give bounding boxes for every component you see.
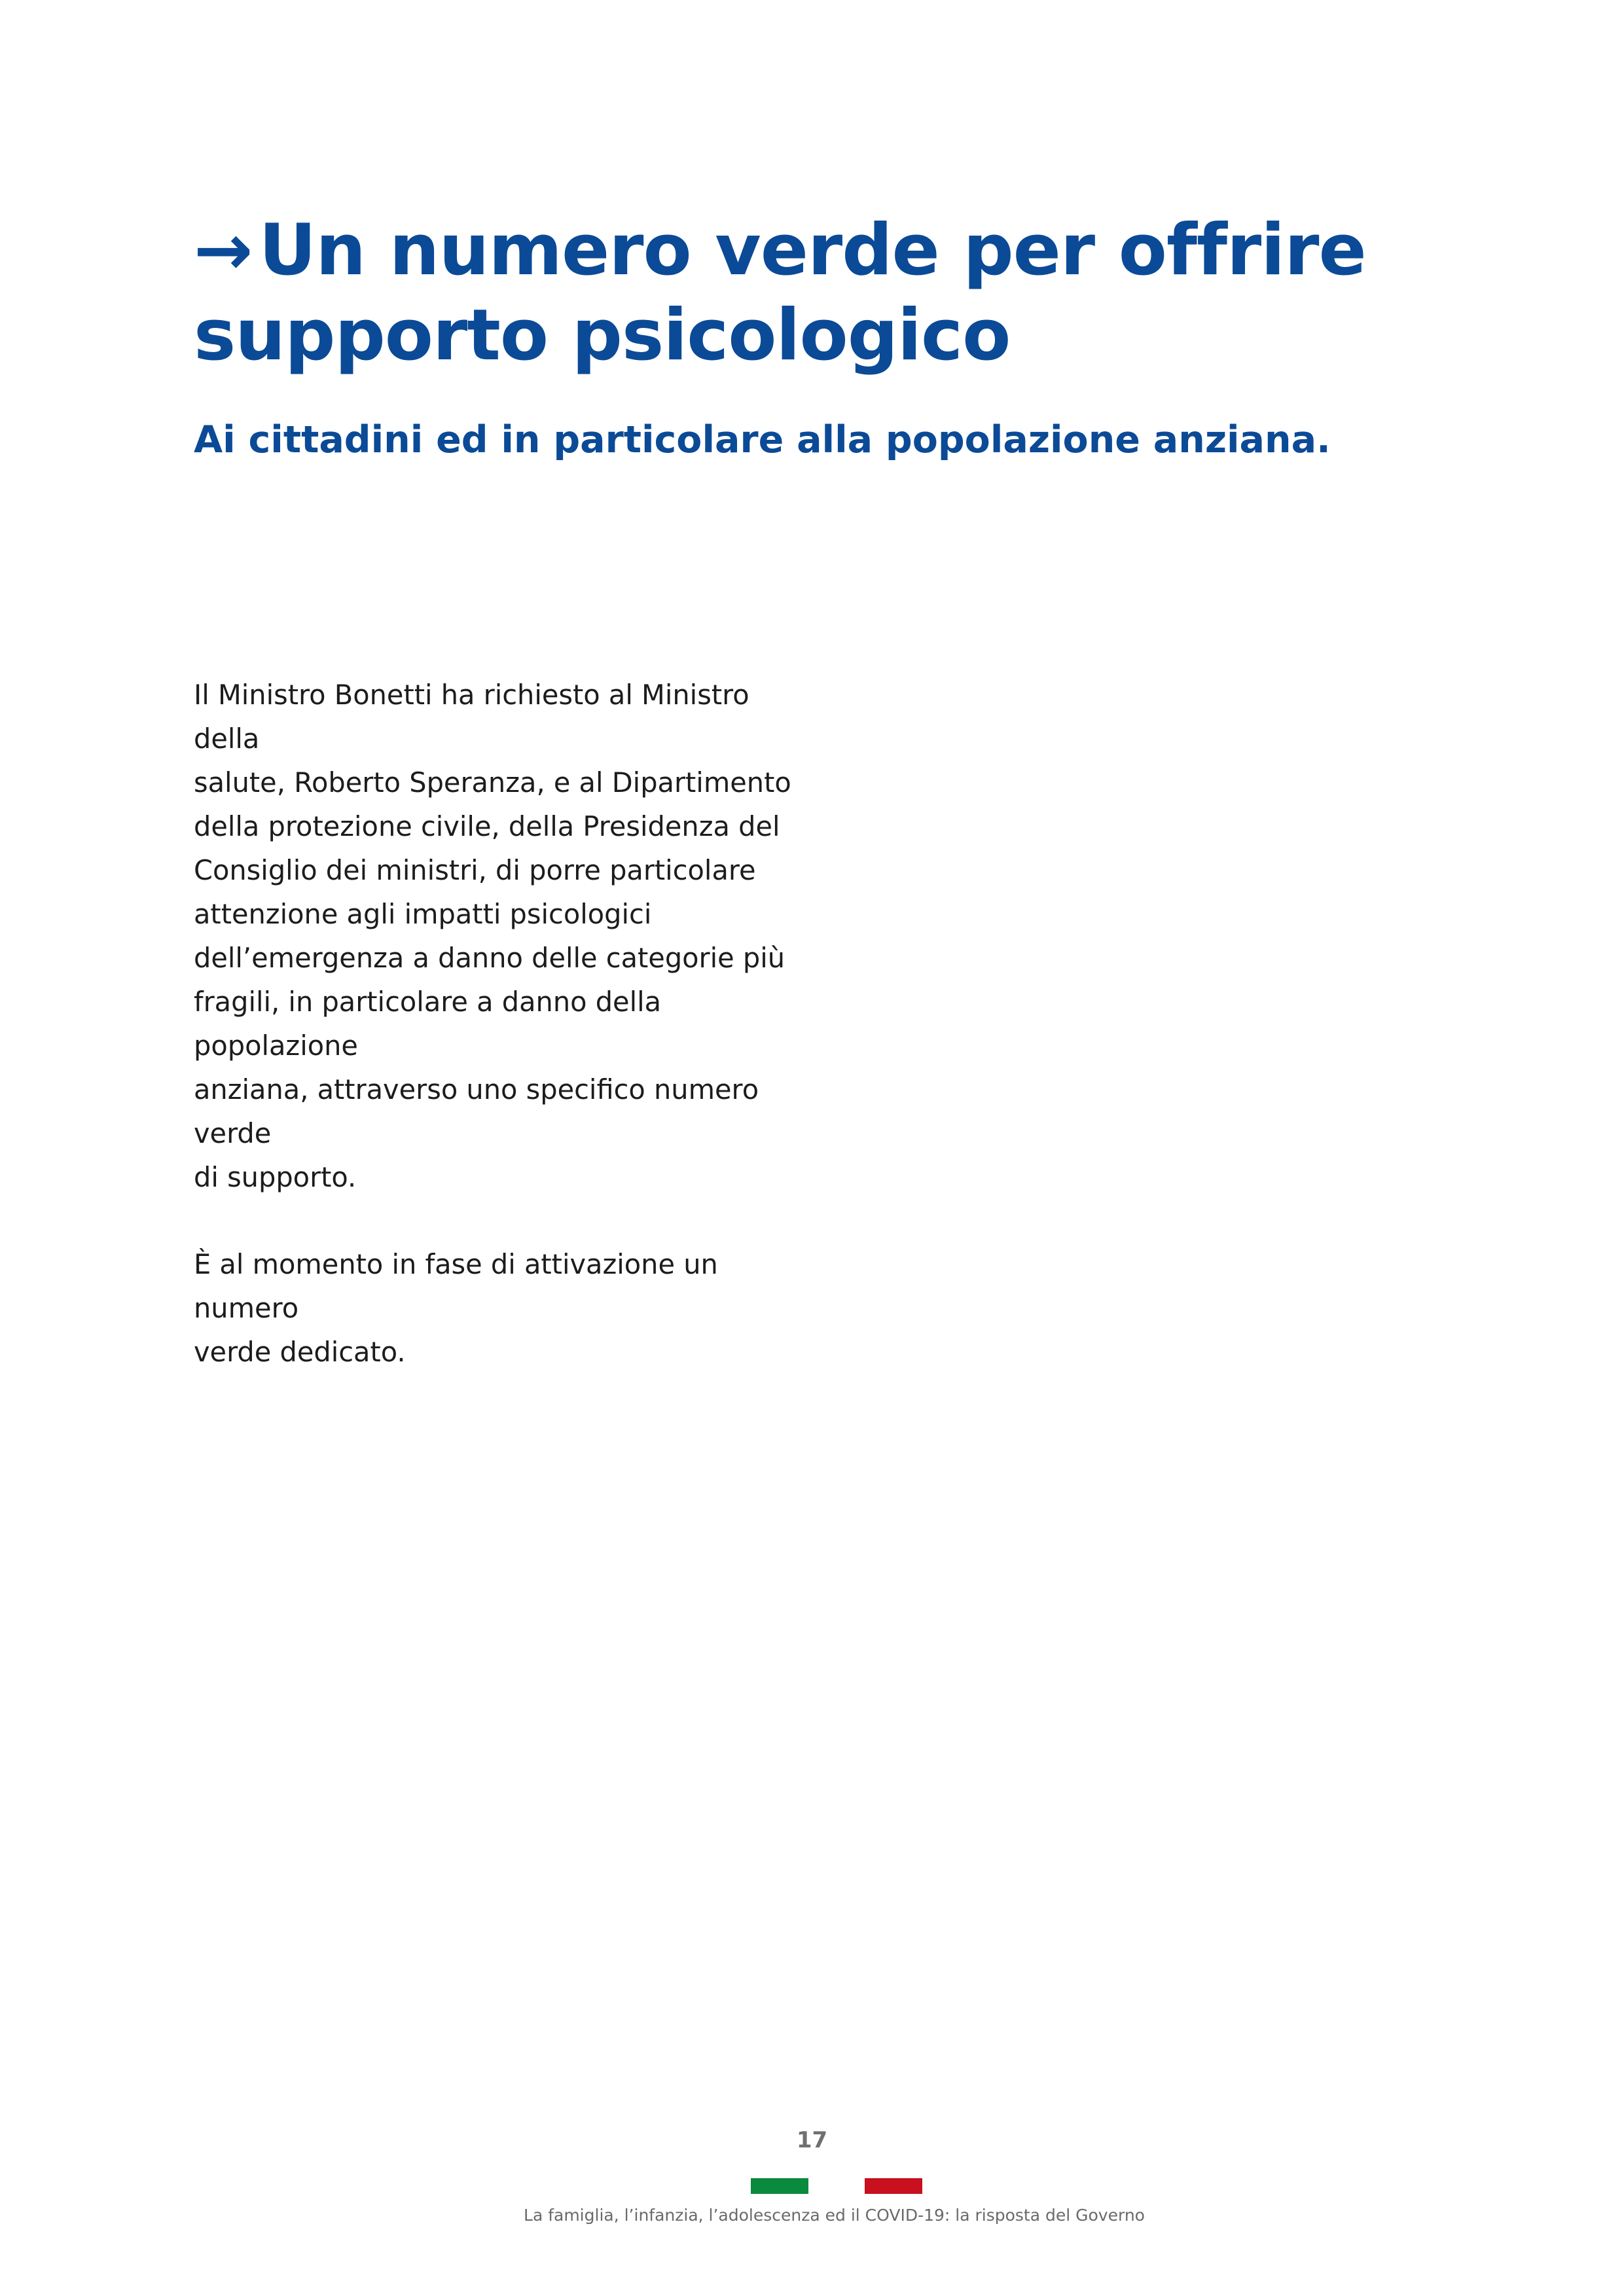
text-line: attenzione agli impatti psicologici — [194, 898, 652, 930]
text-line: verde dedicato. — [194, 1336, 406, 1368]
footer-document-title: La famiglia, l’infanzia, l’adolescenza ed il COVID-19: la risposta del Governo — [524, 2206, 1145, 2225]
page-subtitle: Ai cittadini ed in particolare alla popolazione anziana. — [194, 418, 1331, 461]
text-line: fragili, in particolare a danno della popolazione — [194, 986, 662, 1062]
body-text — [194, 673, 822, 1417]
text-line: dell’emergenza a danno delle categorie più — [194, 942, 785, 974]
paragraph-1 — [194, 673, 822, 1199]
text-line: salute, Roberto Speranza, e al Dipartimento — [194, 766, 791, 798]
arrow-right-icon: → — [194, 209, 253, 291]
flag-green-bar — [751, 2178, 808, 2194]
title-line-2: supporto psicologico — [194, 295, 1011, 376]
text-line: Consiglio dei ministri, di porre particolare — [194, 854, 756, 886]
text-line: di supporto. — [194, 1161, 357, 1193]
paragraph-2 — [194, 1242, 822, 1374]
page-number: 17 — [796, 2127, 828, 2153]
text-line: anziana, attraverso uno specifico numero verde — [194, 1073, 759, 1149]
page-title — [194, 208, 1437, 378]
text-line: della protezione civile, della Presidenza del — [194, 810, 780, 842]
flag-red-bar — [865, 2178, 922, 2194]
text-line: Il Ministro Bonetti ha richiesto al Ministro della — [194, 679, 749, 755]
title-line-1: Un numero verde per offrire — [259, 209, 1366, 291]
text-line: È al momento in fase di attivazione un numero — [194, 1248, 718, 1324]
